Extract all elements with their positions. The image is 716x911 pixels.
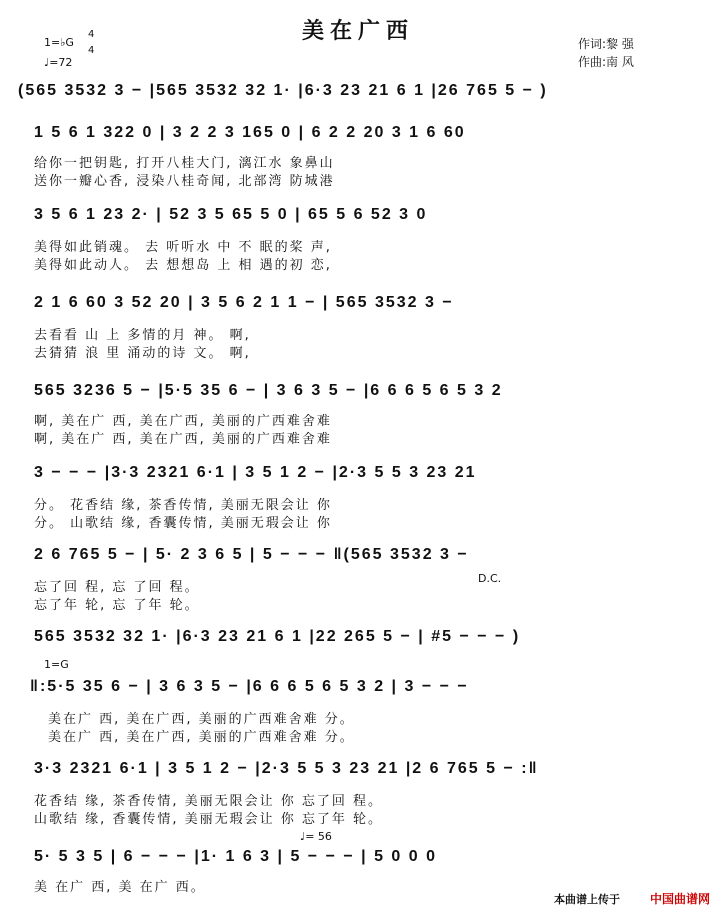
lyricist-credit: 作词:黎 强 xyxy=(578,37,634,51)
lyrics-line-6-verse-1: 分。 花香结 缘, 茶香传情, 美丽无限会让 你 xyxy=(34,498,332,513)
tempo-change-marking: ♩= 56 xyxy=(300,830,332,843)
site-logo: 中国曲谱网 xyxy=(649,892,710,906)
score-line-4: 2 1 6 60 3 52 20 | 3 5 6 2 1 1 − | 565 3532 3 − xyxy=(34,294,454,311)
score-line-7: 2 6 765 5 − | 5· 2 3 6 5 | 5 − − − ‖(565 3532 3 − xyxy=(34,546,469,563)
lyrics-line-10-verse-1: 花香结 缘, 茶香传情, 美丽无限会让 你 忘了回 程。 xyxy=(34,794,384,809)
score-line-1: (565 3532 3 − |565 3532 32 1· |6·3 23 21 6 1 |26 765 5 − ) xyxy=(18,82,548,99)
lyrics-line-10-verse-2: 山歌结 缘, 香囊传情, 美丽无瑕会让 你 忘了年 轮。 xyxy=(34,812,384,827)
tempo-marking: ♩=72 xyxy=(44,56,73,69)
lyrics-line-11-verse-1: 美 在广 西, 美 在广 西。 xyxy=(34,880,206,895)
lyrics-line-4-verse-1: 去看看 山 上 多情的月 神。 啊, xyxy=(34,328,251,343)
lyrics-line-3-verse-2: 美得如此动人。 去 想想岛 上 相 遇的初 恋, xyxy=(34,258,332,273)
score-line-3: 3 5 6 1 23 2· | 52 3 5 65 5 0 | 65 5 6 52 3 0 xyxy=(34,206,428,223)
lyrics-line-3-verse-1: 美得如此销魂。 去 听听水 中 不 眠的桨 声, xyxy=(34,240,332,255)
lyrics-line-9-verse-2: 美在广 西, 美在广西, 美丽的广西难舍难 分。 xyxy=(48,730,355,745)
lyrics-line-7-verse-1: 忘了回 程, 忘 了回 程。 xyxy=(34,580,200,595)
score-line-8: 565 3532 32 1· |6·3 23 21 6 1 |22 265 5 − | #5 − − − ) xyxy=(34,628,521,645)
footer-upload-text: 本曲谱上传于 xyxy=(554,893,620,906)
composer-credit: 作曲:南 风 xyxy=(578,55,634,69)
dc-marking: D.C. xyxy=(478,572,502,585)
lyrics-line-6-verse-2: 分。 山歌结 缘, 香囊传情, 美丽无瑕会让 你 xyxy=(34,516,332,531)
lyrics-line-2-verse-1: 给你一把钥匙, 打开八桂大门, 漓江水 象鼻山 xyxy=(34,156,335,171)
lyrics-line-5-verse-1: 啊, 美在广 西, 美在广西, 美丽的广西难舍难 xyxy=(34,414,332,429)
lyrics-line-9-verse-1: 美在广 西, 美在广西, 美丽的广西难舍难 分。 xyxy=(48,712,355,727)
score-line-5: 565 3236 5 − |5·5 35 6 − | 3 6 3 5 − |6 6 6 5 6 5 3 2 xyxy=(34,382,503,399)
lyrics-line-7-verse-2: 忘了年 轮, 忘 了年 轮。 xyxy=(34,598,200,613)
score-line-2: 1 5 6 1 322 0 | 3 2 2 3 165 0 | 6 2 2 20 3 1 6 60 xyxy=(34,124,466,141)
lyrics-line-4-verse-2: 去猜猜 浪 里 涌动的诗 文。 啊, xyxy=(34,346,251,361)
score-line-9: ‖:5·5 35 6 − | 3 6 3 5 − |6 6 6 5 6 5 3 2 | 3 − − − xyxy=(30,678,469,695)
lyrics-line-5-verse-2: 啊, 美在广 西, 美在广西, 美丽的广西难舍难 xyxy=(34,432,332,447)
score-line-6: 3 − − − |3·3 2321 6·1 | 3 5 1 2 − |2·3 5 5 3 23 21 xyxy=(34,464,477,481)
key-change-marking: 1=G xyxy=(44,658,69,671)
time-signature-bottom: 4 xyxy=(88,45,95,56)
key-signature: 1=♭G xyxy=(44,36,74,49)
time-signature-top: 4 xyxy=(88,29,95,40)
score-line-11: 5· 5 3 5 | 6 − − − |1· 1 6 3 | 5 − − − | 5 0 0 0 xyxy=(34,848,437,865)
score-line-10: 3·3 2321 6·1 | 3 5 1 2 − |2·3 5 5 3 23 21 |2 6 765 5 − :‖ xyxy=(34,760,539,777)
page-title: 美在广西 xyxy=(301,19,414,44)
lyrics-line-2-verse-2: 送你一瓣心香, 浸染八桂奇闻, 北部湾 防城港 xyxy=(34,174,335,189)
